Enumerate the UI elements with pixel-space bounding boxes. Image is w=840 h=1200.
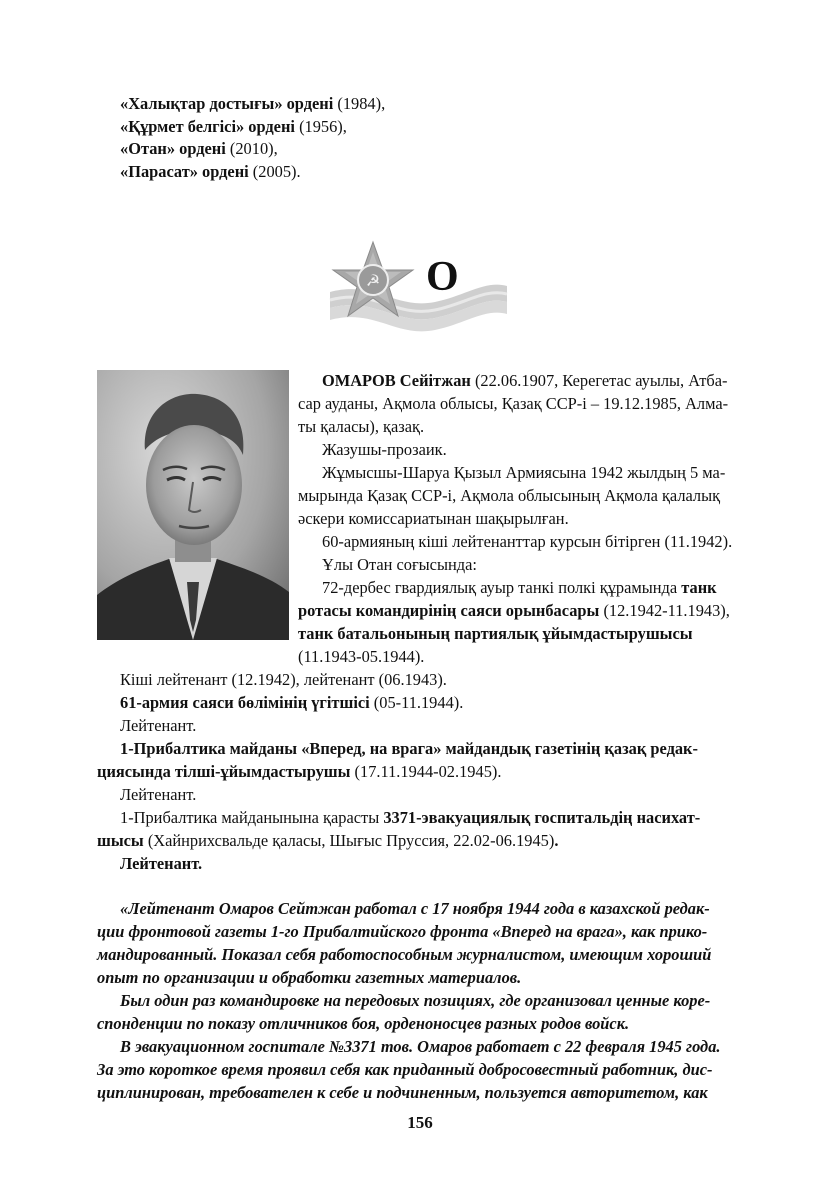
svg-text:☭: ☭ <box>365 271 381 290</box>
award-item: «Құрмет белгісі» ордені (1956), <box>120 116 347 136</box>
bio-line: (11.1943-05.1944). <box>298 647 425 666</box>
bio-line: мырында Қазақ ССР-і, Ақмола облысының Ақмола қалалық <box>298 486 721 505</box>
bio-line: 72-дербес гвардиялық ауыр танкі полкі құрамында танк <box>322 578 717 597</box>
bio-line: 1-Прибалтика майданы «Вперед, на врага» майдандық газетінің қазақ редак- <box>120 739 698 758</box>
bio-line: әскери комиссариатынан шақырылған. <box>298 509 569 528</box>
bio-line: Лейтенант. <box>120 716 197 735</box>
section-letter: О <box>426 254 459 300</box>
award-item: «Халықтар достығы» ордені (1984), <box>120 94 386 113</box>
order-emblem-icon <box>325 240 510 340</box>
bio-line: циясында тілші-ұйымдастырушы (17.11.1944-02.1945). <box>97 762 502 781</box>
bio-line: 61-армия саяси бөлімінің үгітшісі (05-11.1944). <box>120 693 464 712</box>
quote-line: Был один раз командировке на передовых позициях, где организовал ценные коре- <box>120 991 711 1010</box>
bio-line: танк батальонының партиялық ұйымдастырушысы <box>298 624 693 643</box>
bio-line: ОМАРОВ Сейітжан (22.06.1907, Керегетас ауылы, Атба- <box>322 371 728 390</box>
awards-list <box>120 93 385 183</box>
award-item: «Отан» ордені (2010), <box>120 139 278 158</box>
quote-line: опыт по организации и обработки газетных материалов. <box>97 968 522 987</box>
bio-line: 1-Прибалтика майданынына қарасты 3371-эвакуациялық госпитальдің насихат- <box>120 808 701 827</box>
bio-line: ротасы командирінің саяси орынбасары (12.1942-11.1943), <box>298 601 730 620</box>
page-number: 156 <box>407 1113 433 1132</box>
bio-line: Жұмысшы-Шаруа Қызыл Армиясына 1942 жылдың 5 ма- <box>322 463 726 482</box>
quote-line: «Лейтенант Омаров Сейтжан работал с 17 ноября 1944 года в казахской редак- <box>120 899 710 918</box>
quote-line: За это короткое время проявил себя как приданный добросовестный работник, дис- <box>97 1060 713 1079</box>
quote-line: мандированный. Показал себя работоспособным журналистом, имеющим хороший <box>97 945 712 964</box>
bio-line: Лейтенант. <box>120 854 203 873</box>
quote-line: циплинирован, требователен к себе и подчиненным, пользуется авторитетом, как <box>97 1083 708 1102</box>
portrait-photo <box>97 370 289 640</box>
bio-line: Лейтенант. <box>120 785 197 804</box>
quote-line: В эвакуационном госпитале №3371 тов. Омаров работает с 22 февраля 1945 года. <box>120 1037 721 1056</box>
award-item: «Парасат» ордені (2005). <box>120 161 301 181</box>
bio-line: Ұлы Отан соғысында: <box>322 555 477 574</box>
quote-line: спонденции по показу отличников боя, орденоносцев разных родов войск. <box>97 1014 630 1033</box>
bio-line: ты қаласы), қазақ. <box>298 417 425 436</box>
bio-line: Жазушы-прозаик. <box>322 440 447 459</box>
bio-line: 60-армияның кіші лейтенанттар курсын бітірген (11.1942). <box>322 532 733 551</box>
bio-line: шысы (Хайнрихсвальде қаласы, Шығыс Пруссия, 22.02-06.1945). <box>97 831 559 850</box>
bio-line: сар ауданы, Ақмола облысы, Қазақ ССР-і – 19.12.1985, Алма- <box>298 394 729 413</box>
bio-line: Кіші лейтенант (12.1942), лейтенант (06.1943). <box>120 670 447 689</box>
quote-line: ции фронтовой газеты 1-го Прибалтийского фронта «Вперед на врага», как прико- <box>97 922 708 941</box>
